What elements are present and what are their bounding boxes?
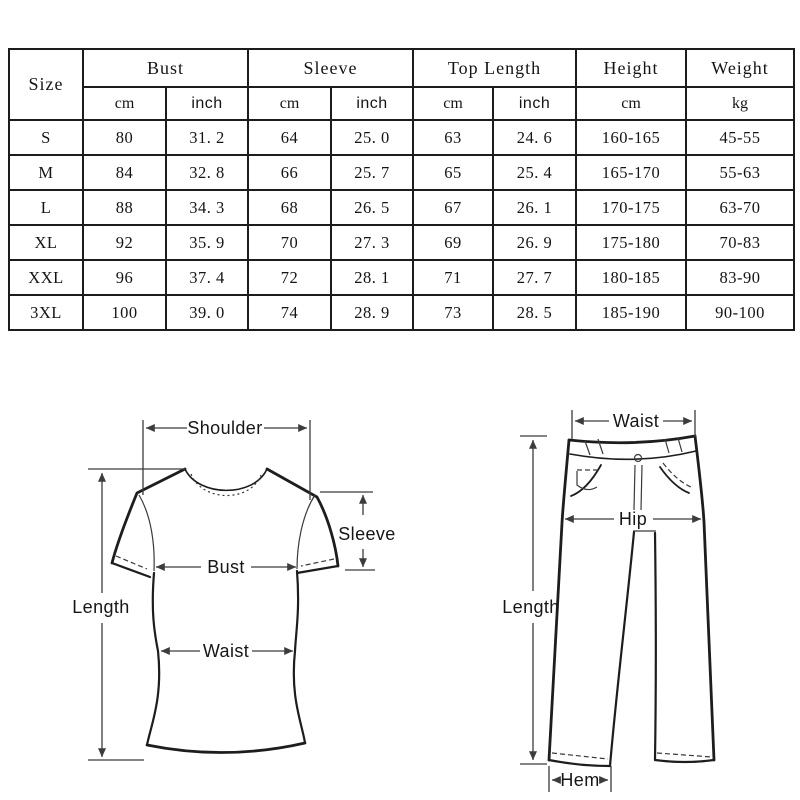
pants-right-hem-stitch	[657, 753, 712, 757]
table-row-l	[9, 190, 794, 225]
header-row-units	[9, 87, 794, 120]
unit-height-cm: cm	[576, 87, 686, 120]
cell-weight: 63-70	[686, 190, 794, 225]
cell-sleeve-inch: 27. 3	[331, 225, 413, 260]
shirt-right-cuff-stitch	[301, 559, 334, 566]
cell-height: 165-170	[576, 155, 686, 190]
table-row-s	[9, 120, 794, 155]
cell-sleeve-cm: 64	[248, 120, 331, 155]
cell-top-cm: 69	[413, 225, 493, 260]
cell-bust-inch: 31. 2	[166, 120, 248, 155]
pants-button	[635, 455, 642, 462]
shirt-right-shoulder-sleeve	[267, 469, 338, 566]
table-row-xxl	[9, 260, 794, 295]
cell-weight: 55-63	[686, 155, 794, 190]
pants-measurement-diagram	[475, 395, 800, 800]
cell-top-cm: 63	[413, 120, 493, 155]
cell-bust-inch: 39. 0	[166, 295, 248, 330]
cell-height: 170-175	[576, 190, 686, 225]
cell-sleeve-inch: 26. 5	[331, 190, 413, 225]
cell-size: 3XL	[9, 295, 83, 330]
unit-bust-inch: inch	[166, 87, 248, 120]
shirt-left-side	[147, 573, 159, 745]
length-label: Length	[72, 597, 130, 617]
cell-height: 160-165	[576, 120, 686, 155]
cell-bust-inch: 32. 8	[166, 155, 248, 190]
pants-left-inseam	[610, 532, 634, 766]
pants-measurements	[502, 410, 701, 792]
pants-waist-label: Waist	[612, 411, 660, 431]
unit-top-length-inch: inch	[493, 87, 576, 120]
col-header-top-length: Top Length	[413, 49, 576, 87]
cell-sleeve-cm: 70	[248, 225, 331, 260]
pants-left-hem-stitch	[552, 753, 608, 759]
cell-size: XL	[9, 225, 83, 260]
cell-sleeve-cm: 66	[248, 155, 331, 190]
cell-bust-inch: 37. 4	[166, 260, 248, 295]
table-row-3xl	[9, 295, 794, 330]
shirt-right-armhole-seam	[297, 495, 315, 569]
col-header-weight: Weight	[686, 49, 794, 87]
pants-waistband-top	[569, 436, 695, 443]
unit-weight-kg: kg	[686, 87, 794, 120]
unit-top-length-cm: cm	[413, 87, 493, 120]
cell-top-inch: 27. 7	[493, 260, 576, 295]
pants-right-outer-leg	[695, 436, 714, 760]
pants-left-hem	[549, 760, 610, 766]
cell-size: L	[9, 190, 83, 225]
cell-sleeve-cm: 72	[248, 260, 331, 295]
pants-fly-line-left	[634, 465, 635, 510]
pants-right-inseam	[655, 533, 656, 760]
col-header-bust: Bust	[83, 49, 248, 87]
cell-weight: 90-100	[686, 295, 794, 330]
cell-weight: 83-90	[686, 260, 794, 295]
header-row-groups	[9, 49, 794, 87]
cell-sleeve-inch: 28. 9	[331, 295, 413, 330]
cell-size: S	[9, 120, 83, 155]
cell-height: 185-190	[576, 295, 686, 330]
cell-sleeve-cm: 68	[248, 190, 331, 225]
col-header-height: Height	[576, 49, 686, 87]
shirt-left-cuff	[112, 563, 150, 577]
shirt-right-cuff	[297, 566, 338, 573]
cell-height: 180-185	[576, 260, 686, 295]
tshirt-measurements	[72, 418, 395, 760]
coin-pocket-body	[577, 471, 597, 490]
cell-top-inch: 24. 6	[493, 120, 576, 155]
cell-size: XXL	[9, 260, 83, 295]
bust-label: Bust	[207, 557, 245, 577]
cell-sleeve-inch: 28. 1	[331, 260, 413, 295]
cell-top-cm: 71	[413, 260, 493, 295]
hip-label: Hip	[618, 509, 648, 529]
cell-bust-inch: 34. 3	[166, 190, 248, 225]
hem-label: Hem	[560, 770, 600, 790]
shirt-neckline	[185, 469, 267, 490]
cell-top-inch: 25. 4	[493, 155, 576, 190]
cell-sleeve-cm: 74	[248, 295, 331, 330]
pants-right-pocket	[660, 467, 689, 493]
pants-length-label: Length	[502, 597, 560, 617]
cell-bust-inch: 35. 9	[166, 225, 248, 260]
cell-size: M	[9, 155, 83, 190]
cell-sleeve-inch: 25. 0	[331, 120, 413, 155]
cell-bust-cm: 84	[83, 155, 166, 190]
col-header-size: Size	[9, 49, 83, 120]
cell-top-cm: 65	[413, 155, 493, 190]
unit-bust-cm: cm	[83, 87, 166, 120]
tshirt-measurement-diagram	[40, 395, 400, 795]
shoulder-label: Shoulder	[187, 418, 263, 438]
cell-bust-cm: 88	[83, 190, 166, 225]
cell-top-cm: 67	[413, 190, 493, 225]
pants-outline	[549, 436, 714, 766]
cell-sleeve-inch: 25. 7	[331, 155, 413, 190]
shirt-right-side	[294, 571, 305, 743]
cell-top-inch: 26. 9	[493, 225, 576, 260]
shirt-left-armhole-seam	[139, 495, 154, 571]
waist-label: Waist	[202, 641, 250, 661]
belt-loop-right-b	[678, 438, 682, 452]
tshirt-outline	[112, 469, 338, 753]
cell-top-inch: 28. 5	[493, 295, 576, 330]
unit-sleeve-inch: inch	[331, 87, 413, 120]
cell-bust-cm: 92	[83, 225, 166, 260]
pants-fly-line-right	[641, 465, 642, 510]
cell-height: 175-180	[576, 225, 686, 260]
cell-bust-cm: 80	[83, 120, 166, 155]
size-chart-table	[8, 48, 795, 331]
cell-top-cm: 73	[413, 295, 493, 330]
cell-bust-cm: 100	[83, 295, 166, 330]
table-row-m	[9, 155, 794, 190]
cell-bust-cm: 96	[83, 260, 166, 295]
table-row-xl	[9, 225, 794, 260]
cell-weight: 45-55	[686, 120, 794, 155]
shirt-hem	[147, 743, 305, 753]
sleeve-label: Sleeve	[338, 524, 396, 544]
col-header-sleeve: Sleeve	[248, 49, 413, 87]
unit-sleeve-cm: cm	[248, 87, 331, 120]
cell-top-inch: 26. 1	[493, 190, 576, 225]
cell-weight: 70-83	[686, 225, 794, 260]
pants-right-hem	[655, 760, 714, 762]
